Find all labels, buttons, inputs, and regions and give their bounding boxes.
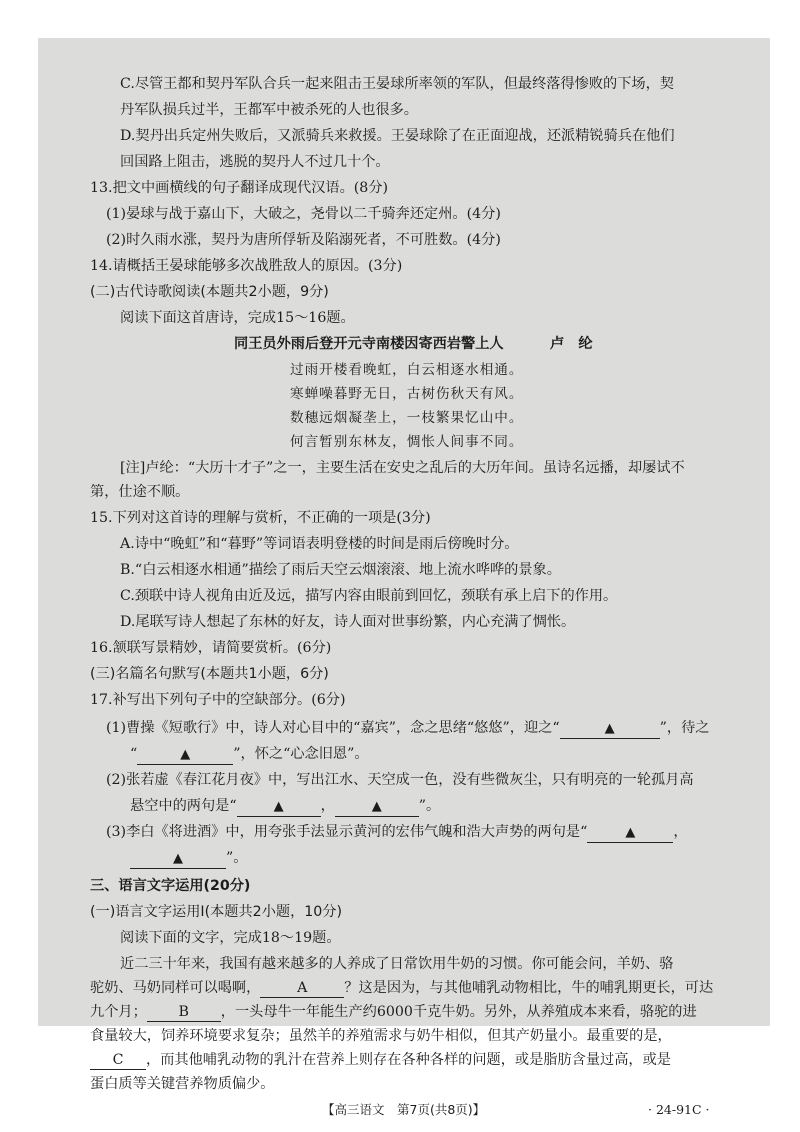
poem-note-line1: [注]卢纶：“大历十才子”之一，主要生活在安史之乱后的大历年间。虽诗名远播，却屡试不: [120, 460, 685, 476]
passage-line-5: C ，而其他哺乳动物的乳汁在营养上则存在各种各样的问题，或是脂肪含量过高，或是: [90, 1050, 671, 1070]
question-15-option-d: D.尾联写诗人想起了东林的好友，诗人面对世事纷繁，内心充满了惆怅。: [120, 614, 576, 630]
answer-blank[interactable]: [560, 719, 660, 739]
exam-code: · 24-91C ·: [648, 1102, 710, 1117]
question-17: 17.补写出下列句子中的空缺部分。(6分): [90, 692, 346, 708]
part-3-heading: 三、语言文字运用(20分): [90, 878, 251, 894]
exam-page: [38, 38, 770, 1026]
question-17-item-1-cont: “ ▲ ”，怀之“心念旧恩”。: [130, 744, 369, 765]
question-17-item-2-cont: 悬空中的两句是“ ▲ ， ▲ ”。: [130, 796, 440, 817]
reading-instruction: 阅读下面的文字，完成18～19题。: [120, 930, 341, 946]
answer-blank[interactable]: [587, 823, 673, 843]
poem-instruction: 阅读下面这首唐诗，完成15～16题。: [120, 310, 355, 326]
question-15-option-c: C.颈联中诗人视角由近及远，描写内容由眼前到回忆，颈联有承上启下的作用。: [120, 588, 618, 604]
section-recitation-heading: (三)名篇名句默写(本题共1小题，6分): [90, 666, 329, 682]
question-13-sentence-2: (2)时久雨水涨，契丹为唐所俘斩及陷溺死者，不可胜数。(4分): [106, 232, 501, 248]
answer-blank[interactable]: [335, 797, 419, 817]
triangle-marker: ▲: [371, 799, 382, 814]
question-15: 15.下列对这首诗的理解与赏析，不正确的一项是(3分): [90, 510, 431, 526]
question-15-option-b: B.“白云相逐水相通”描绘了雨后天空云烟滚滚、地上流水哗哗的景象。: [120, 562, 561, 578]
poem-line: 何言暂别东林友，惆怅人间事不同。: [290, 434, 524, 450]
passage-line-4: 食量较大，饲养环境要求复杂；虽然羊的养殖需求与奶牛相似，但其产奶量小。最重要的是，: [90, 1028, 672, 1044]
question-13-sentence-1: (1)晏球与战于嘉山下，大破之，尧骨以二千骑奔还定州。(4分): [106, 206, 501, 222]
triangle-marker: ▲: [173, 851, 183, 866]
q12-option-c-line1: C.尽管王都和契丹军队合兵一起来阻击王晏球所率领的军队，但最终落得惨败的下场，契: [120, 76, 674, 92]
question-16: 16.颔联写景精妙，请简要赏析。(6分): [90, 640, 332, 656]
triangle-marker: ▲: [604, 721, 615, 736]
question-17-item-3-cont: ▲ ”。: [130, 848, 247, 869]
poem-line: 数穗远烟凝垄上，一枝繁果忆山中。: [290, 410, 524, 426]
poem-line: 过雨开楼看晚虹，白云相逐水相通。: [290, 362, 524, 378]
blank-c[interactable]: C: [90, 1051, 146, 1070]
answer-blank[interactable]: [237, 797, 321, 817]
question-13: 13.把文中画横线的句子翻译成现代汉语。(8分): [90, 180, 389, 196]
question-15-option-a: A.诗中“晚虹”和“暮野”等词语表明登楼的时间是雨后傍晚时分。: [120, 536, 519, 552]
passage-line-2: 驼奶、马奶同样可以喝啊， A ？这是因为，与其他哺乳动物相比，牛的哺乳期更长，可达: [90, 980, 714, 996]
triangle-marker: ▲: [273, 799, 284, 814]
passage-line-1: 近二三十年来，我国有越来越多的人养成了日常饮用牛奶的习惯。你可能会问，羊奶、骆: [120, 956, 674, 972]
page-footer: 【高三语文 第7页(共8页)】: [322, 1102, 486, 1117]
question-14: 14.请概括王晏球能够多次战胜敌人的原因。(3分): [90, 258, 403, 274]
blank-a[interactable]: A: [260, 979, 344, 998]
question-17-item-1: (1)曹操《短歌行》中，诗人对心目中的“嘉宾”，念之思绪“悠悠”，迎之“ ▲ ”，待之: [106, 718, 709, 739]
poem-author: 卢 纶: [550, 336, 593, 352]
q12-option-d-line2: 回国路上阻击，逃脱的契丹人不过几十个。: [120, 154, 390, 170]
question-17-item-3: (3)李白《将进酒》中，用夸张手法显示黄河的宏伟气魄和浩大声势的两句是“ ▲ ，: [106, 822, 688, 843]
q12-option-d-line1: D.契丹出兵定州失败后，又派骑兵来救援。王晏球除了在正面迎战，还派精锐骑兵在他们: [120, 128, 675, 144]
blank-b[interactable]: B: [147, 1003, 221, 1022]
triangle-marker: ▲: [180, 747, 191, 762]
answer-blank[interactable]: [130, 849, 226, 869]
poem-note-line2: 第，仕途不顺。: [90, 484, 190, 500]
passage-line-3: 九个月； B ，一头母牛一年能生产约6000千克牛奶。另外，从养殖成本来看，骆驼的进: [90, 1004, 697, 1020]
part-3-section-1-heading: (一)语言文字运用Ⅰ(本题共2小题，10分): [90, 904, 343, 920]
passage-line-6: 蛋白质等关键营养物质偏少。: [90, 1076, 275, 1092]
section-poetry-heading: (二)古代诗歌阅读(本题共2小题，9分): [90, 284, 329, 300]
poem-line: 寒蝉噪暮野无日，古树伤秋天有风。: [290, 386, 524, 402]
q12-option-c-line2: 丹军队损兵过半，王都军中被杀死的人也很多。: [120, 102, 418, 118]
poem-title: 同王员外雨后登开元寺南楼因寄西岩警上人: [234, 336, 504, 352]
answer-blank[interactable]: [137, 745, 233, 765]
triangle-marker: ▲: [625, 825, 636, 840]
question-17-item-2: (2)张若虚《春江花月夜》中，写出江水、天空成一色，没有些微灰尘，只有明亮的一轮孤月高: [106, 772, 694, 788]
